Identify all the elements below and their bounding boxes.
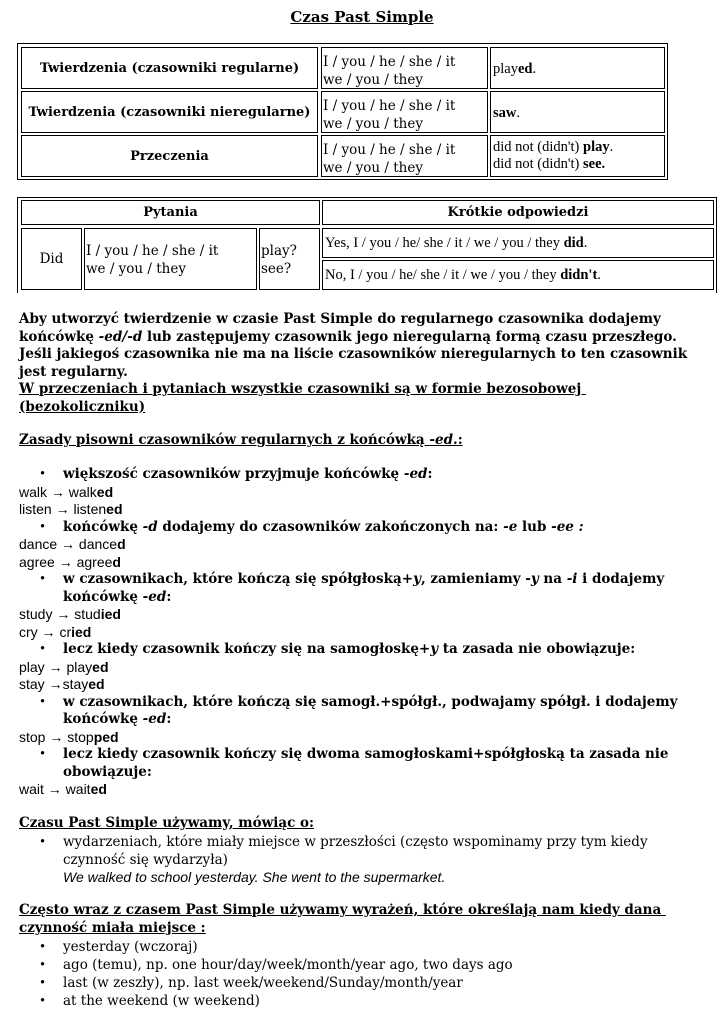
example-listen: listen → listened — [19, 501, 123, 517]
table1-row3-verb: did not (didn't) play. did not (didn't) see. — [490, 135, 665, 177]
bullet-icon: • — [40, 746, 46, 762]
rule-5-line-1: w czasownikach, które kończą się samogł.+spółgł., podwajamy spółgł. i dodajemy — [63, 693, 678, 710]
example-walk: walk → walked — [19, 483, 114, 500]
question-verb-cell: play? see? — [259, 228, 320, 290]
table1-row1-verb: played. — [490, 47, 665, 89]
example-play: play → played — [19, 658, 109, 675]
did-cell: Did — [21, 228, 82, 290]
expressions-heading-1: Często wraz z czasem Past Simple używamy wyrażeń, które określają nam kiedy dana — [19, 902, 666, 918]
rule-2: końcówkę -d dodajemy do czasowników zakończonych na: -e lub -ee : — [63, 518, 584, 535]
expression-item: yesterday (wczoraj) — [63, 939, 198, 955]
bullet-icon: • — [40, 939, 46, 955]
answer-no-cell: No, I / you / he/ she / it / we / you / they didn't. — [322, 260, 714, 290]
usage-item-1: wydarzeniach, które miały miejsce w przeszłości (często wspominamy przy tym kiedy — [63, 834, 648, 850]
example-study: study → studied — [19, 606, 121, 622]
bullet-icon: • — [40, 466, 46, 482]
bullet-icon: • — [40, 993, 46, 1009]
example-stay: stay →stayed — [19, 676, 105, 692]
usage-item-1-cont: czynność się wydarzyła) — [63, 851, 228, 868]
bullet-icon: • — [40, 834, 46, 850]
questions-header: Pytania — [21, 200, 320, 225]
rule-3-line-2: końcówkę -ed: — [63, 588, 172, 605]
table1-row2-subject: I / you / he / she / it we / you / they — [321, 91, 488, 133]
intro-line-1: Aby utworzyć twierdzenie w czasie Past Simple do regularnego czasownika dodajemy — [19, 311, 661, 327]
rule-1: większość czasowników przyjmuje końcówkę -ed: — [63, 466, 433, 482]
example-wait: wait → waited — [19, 781, 107, 797]
answer-yes-cell: Yes, I / you / he/ she / it / we / you / they did. — [322, 228, 714, 258]
table1-row3-label: Przeczenia — [21, 135, 318, 177]
bullet-icon: • — [40, 975, 46, 991]
page-title: Czas Past Simple — [290, 8, 434, 26]
example-dance: dance → danced — [19, 536, 126, 552]
intro-line-6: (bezokoliczniku) — [19, 398, 146, 415]
intro-line-4: jest regularny. — [19, 363, 128, 380]
rule-5-line-2: końcówkę -ed: — [63, 711, 172, 727]
table1-row1-subject: I / you / he / she / it we / you / they — [321, 47, 488, 89]
expression-item: last (w zeszły), np. last week/weekend/Sunday/month/year — [63, 975, 463, 991]
short-answers-header: Krótkie odpowiedzi — [322, 200, 714, 225]
usage-example: We walked to school yesterday. She went to the supermarket. — [63, 869, 446, 885]
example-stop: stop → stopped — [19, 728, 119, 745]
usage-heading: Czasu Past Simple używamy, mówiąc o: — [19, 815, 314, 831]
question-subject-cell: I / you / he / she / it we / you / they — [84, 228, 257, 290]
expression-item: at the weekend (w weekend) — [63, 993, 260, 1009]
table1-row2-verb: saw. — [490, 91, 665, 133]
expression-item: ago (temu), np. one hour/day/week/month/year ago, two days ago — [63, 957, 513, 973]
rule-6-line-2: obowiązuje: — [63, 763, 152, 780]
intro-line-3: Jeśli jakiegoś czasownika nie ma na liście czasowników nieregularnych to ten czasownik — [19, 346, 688, 362]
bullet-icon: • — [40, 641, 46, 657]
intro-line-5: W przeczeniach i pytaniach wszystkie czasowniki są w formie bezosobowej — [19, 381, 586, 397]
rule-3-line-1: w czasownikach, które kończą się spółgłoską+y, zamieniamy -y na -i i dodajemy — [63, 571, 665, 587]
table1-row3-subject: I / you / he / she / it we / you / they — [321, 135, 488, 177]
rule-4: lecz kiedy czasownik kończy się na samogłoskę+y ta zasada nie obowiązuje: — [63, 641, 636, 657]
intro-line-2: końcówkę -ed/-d lub zastępujemy czasownik jego nieregularną formą czasu przeszłego. — [19, 328, 677, 345]
table1-row1-label: Twierdzenia (czasowniki regularne) — [21, 47, 318, 89]
bullet-icon: • — [40, 693, 46, 710]
expressions-heading-2: czynność miała miejsce : — [19, 919, 206, 936]
spelling-rules-heading: Zasady pisowni czasowników regularnych z końcówką -ed.: — [19, 432, 463, 448]
example-agree: agree → agreed — [19, 553, 121, 570]
table1-row2-label: Twierdzenia (czasowniki nieregularne) — [21, 91, 318, 133]
bullet-icon: • — [40, 571, 46, 587]
bullet-icon: • — [40, 957, 46, 973]
bullet-icon: • — [40, 518, 46, 535]
example-cry: cry → cried — [19, 623, 92, 640]
rule-6-line-1: lecz kiedy czasownik kończy się dwoma samogłoskami+spółgłoską ta zasada nie — [63, 746, 669, 762]
